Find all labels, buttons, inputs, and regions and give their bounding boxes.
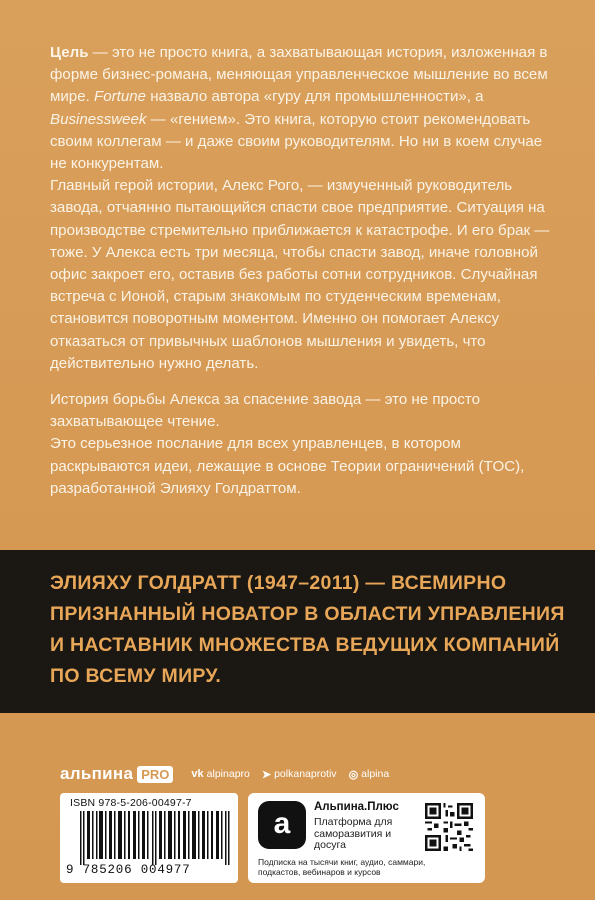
- blurb-text: — «гением». Это книга, которую стоит рекомендовать своим коллегам — и даже своим руководителям. Но ни в коем случае не конкурентам.: [50, 110, 543, 173]
- alpina-plus-title: Альпина.Плюс: [314, 801, 399, 813]
- barcode-block: [60, 793, 238, 883]
- social-handle-telegram[interactable]: polkanaprotiv: [274, 768, 337, 780]
- barcode-bars: [80, 811, 230, 865]
- blurb-paragraph-2: Главный герой истории, Алекс Рого, — измученный руководитель завода, отчаянно пытающийся спасти свое предприятие. Ситуация на производстве стремительно приближается к катастрофе. И его брак — тоже. У Алекса есть три месяца, чтобы спасти завод, иначе головной офис закроет его, оставив без работы сотни сотрудников. Случайная встреча с Ионой, старым знакомым по студенческим временам, становится поворотным моментом. Именно он помогает Алексу отказаться от привычных шаблонов мышления и увидеть, что действительно нужно делать.: [50, 177, 550, 372]
- barcode-digits: 9 785206 004977: [66, 863, 191, 877]
- social-handle-vk[interactable]: alpinapro: [206, 768, 250, 780]
- instagram-icon: ◎: [348, 768, 359, 781]
- blurb-title-word: Цель: [50, 44, 89, 61]
- publisher-row: [60, 763, 560, 785]
- blurb-paragraph-1: [50, 42, 550, 175]
- businessweek-name: Businessweek: [50, 110, 147, 128]
- blurb-paragraph-3: История борьбы Алекса за спасение завода — это не просто захватывающее чтение.: [50, 391, 480, 431]
- telegram-icon: ➤: [261, 768, 272, 781]
- vk-icon: vk: [191, 768, 204, 780]
- alpina-plus-description: Подписка на тысячи книг, аудио, саммари, подкастов, вебинаров и курсов: [258, 857, 426, 877]
- publisher-logo-word: альпина: [60, 764, 134, 783]
- alpina-plus-app-icon: a: [258, 801, 306, 849]
- book-blurb: [50, 42, 550, 500]
- blurb-paragraph-4: Это серьезное послание для всех управленцев, в котором раскрываются идеи, лежащие в основе Теории ограничений (TOC), разработанной Элияху Голдраттом.: [50, 435, 525, 497]
- social-links: [191, 768, 401, 781]
- isbn-text: ISBN 978-5-206-00497-7: [70, 797, 192, 809]
- blurb-text: — это не просто книга, а захватывающая история, изложенная в форме бизнес-романа, меняющая управленческое мышление во всем мире.: [50, 44, 548, 106]
- qr-code-icon[interactable]: [425, 803, 473, 851]
- author-bio: [50, 568, 570, 692]
- alpina-plus-promo[interactable]: [248, 793, 485, 883]
- publisher-logo-badge: PRO: [137, 766, 173, 783]
- social-handle-instagram[interactable]: alpina: [361, 768, 390, 780]
- fortune-name: Fortune: [93, 88, 147, 106]
- blurb-text: назвало автора «гуру для промышленности», а: [146, 88, 484, 106]
- author-bio-text: ЭЛИЯХУ ГОЛДРАТТ (1947–2011) — ВСЕМИРНО ПРИЗНАННЫЙ НОВАТОР В ОБЛАСТИ УПРАВЛЕНИЯ И НАСТАВНИК МНОЖЕСТВА ВЕДУЩИХ КОМПАНИЙ ПО ВСЕМУ МИРУ.: [50, 572, 565, 687]
- alpina-plus-subtitle: Платформа для саморазвития и досуга: [314, 816, 393, 851]
